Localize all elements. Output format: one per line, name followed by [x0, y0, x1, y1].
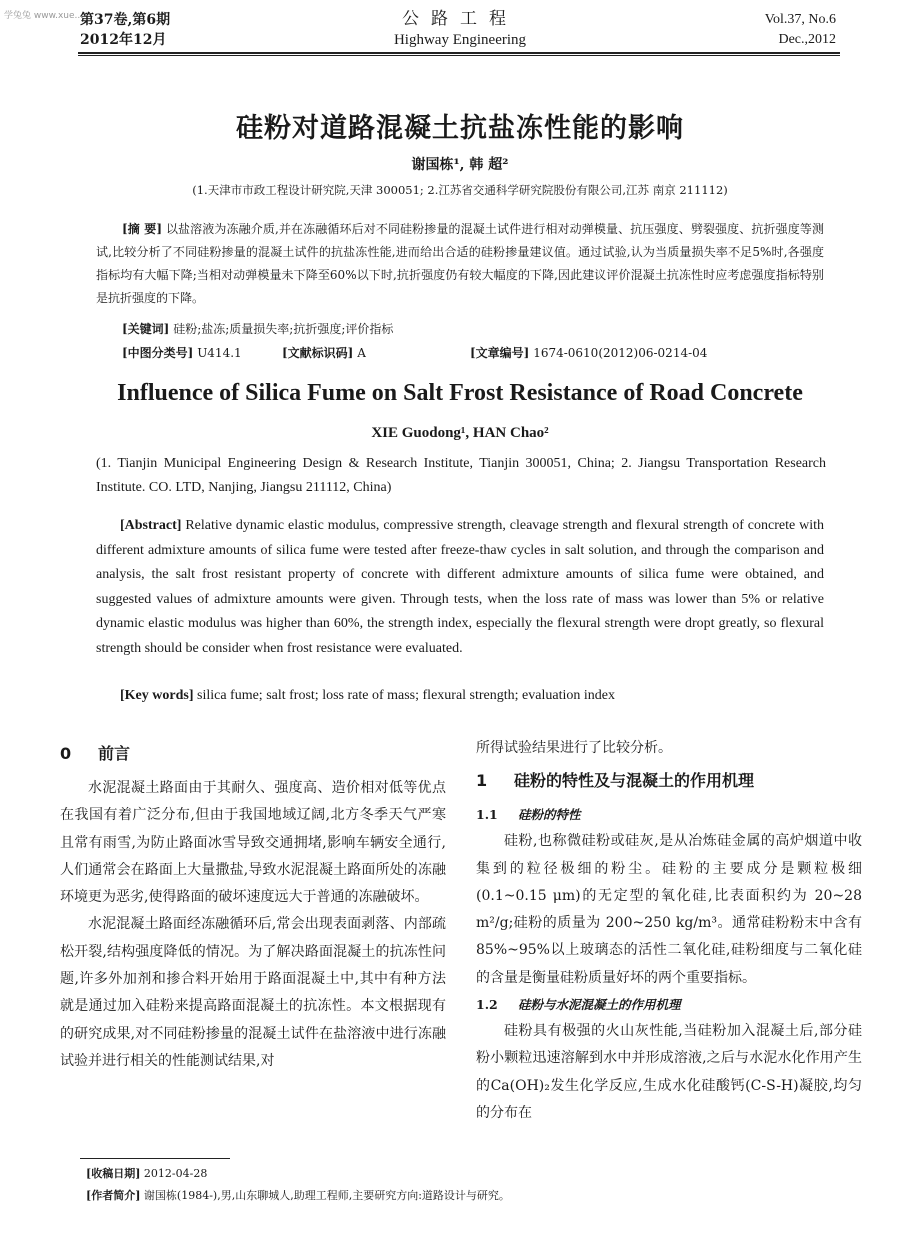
watermark: 学兔兔 www.xue... [4, 11, 84, 21]
paper-title-en: Influence of Silica Fume on Salt Frost Resistance of Road Concrete [117, 380, 803, 406]
affiliation-en: (1. Tianjin Municipal Engineering Design & Research Institute, Tianjin 300051, China; 2. Jiangsu Transportation Research Institute. CO. LTD, Nanjing, Jiangsu 211112, China) [96, 456, 826, 495]
section-1-1-text: 硅粉,也称微硅粉或硅灰,是从冶炼硅金属的高炉烟道中收集到的粒径极细的粉尘。硅粉的主要成分是颗粒极细(0.1~0.15 μm)的无定型的氧化硅,比表面积约为 20~28 m²/g;硅粉的质量为 200~250 kg/m³。通常硅粉粉末中含有85%~95%以上玻璃态的活性二氧化硅,硅粉细度与二氧化硅的含量是衡量硅粉质量好坏的两个重要指标。 [476, 833, 862, 986]
volume-issue-en: Vol.37, No.6 [764, 12, 836, 27]
journal-volume-info-en [765, 10, 836, 50]
paper-title-cn: 硅粉对道路混凝土抗盐冻性能的影响 [236, 113, 684, 144]
keywords-en-text: silica fume; salt frost; loss rate of mass; flexural strength; evaluation index [197, 688, 615, 703]
abstract-cn-text: 以盐溶液为冻融介质,并在冻融循环后对不同硅粉掺量的混凝土试件进行相对动弹模量、抗压强度、劈裂强度、抗折强度等测试,比较分析了不同硅粉掺量的混凝土试件的抗盐冻性能,进而给出合适的硅粉掺量建议值。通过试验,认为当质量损失率不足5%时,各强度指标均有大幅下降;当相对动弹模量未下降至60%以下时,抗折强度仍有较大幅度的下降,因此建议评价混凝土抗冻性时应考虑强度指标特别是抗折强度的下降。 [96, 222, 824, 305]
section-0-paragraph-1: 水泥混凝土路面由于其耐久、强度高、造价相对低等优点在我国有着广泛分布,但由于我国地域辽阔,北方冬季天气严寒且常有雨雪,为防止路面冰雪导致交通拥堵,影响车辆安全通行,人们通常会在路面上大量撒盐,导致水泥混凝土路面所处的冻融环境更为恶劣,使得路面的破坏速度远大于普通的冻融破坏。 [60, 780, 446, 906]
abstract-cn-label: [摘 要] [122, 222, 162, 236]
section-1-heading: 1 硅粉的特性及与混凝土的作用机理 [476, 771, 755, 791]
document-code: [文献标识码] A [282, 346, 366, 360]
section-1-1-heading: 1.1 硅粉的特性 [476, 807, 581, 823]
footnote-author-bio: [作者简介] 谢国栋(1984-),男,山东聊城人,助理工程师,主要研究方向:道路设计与研究。 [86, 1189, 510, 1202]
issue-date-en: Dec.,2012 [778, 32, 836, 47]
section-0-paragraph-2: 水泥混凝土路面经冻融循环后,常会出现表面剥落、内部疏松开裂,结构强度降低的情况。为了解决路面混凝土的抗冻性问题,许多外加剂和掺合料开始用于路面混凝土中,其中有种方法就是通过加入硅粉来提高路面混凝土的抗冻性。本文根据现有的研究成果,对不同硅粉掺量的混凝土试件在盐溶液中进行冻融试验并进行相关的性能测试结果,对 [60, 916, 446, 1069]
section-0-paragraph-continued: 所得试验结果进行了比较分析。 [476, 740, 672, 756]
left-column [60, 735, 446, 1075]
journal-name-cn: 公路工程 [402, 9, 518, 29]
keywords-cn [122, 320, 393, 337]
header-rule [78, 52, 840, 54]
issue-date: 2012年12月 [80, 32, 167, 48]
keywords-en [120, 688, 615, 704]
abstract-cn [96, 218, 824, 310]
abstract-en-text: Relative dynamic elastic modulus, compressive strength, cleavage strength and flexural strength of concrete with different admixture amounts of silica fume were tested after freeze-thaw cycles in salt solution, and through the comparison and analysis, the salt frost resistant property of concrete with different admixture amounts of silica fume were obtained, and suggested values of admixture amounts were given. Through tests, when the loss rate of mass was lower than 5% or relative dynamic elastic modulus was higher than 60%, the strength index, especially the flexural strength were dropt greatly, so flexural strength should be consider when frost resistance were evaluated. [96, 518, 825, 656]
footnote-received: [收稿日期] 2012-04-28 [86, 1167, 208, 1180]
abstract-en [96, 514, 824, 662]
clc-number: [中图分类号] U414.1 [122, 346, 242, 360]
keywords-cn-text: 硅粉;盐冻;质量损失率;抗折强度;评价指标 [173, 322, 394, 336]
abstract-en-label: [Abstract] [120, 518, 182, 533]
keywords-cn-label: [关键词] [122, 322, 170, 336]
article-number: [文章编号] 1674-0610(2012)06-0214-04 [470, 346, 708, 360]
journal-name-en: Highway Engineering [393, 32, 527, 48]
section-1-2-text: 硅粉具有极强的火山灰性能,当硅粉加入混凝土后,部分硅粉小颗粒迅速溶解到水中并形成溶液,之后与水泥水化作用产生的Ca(OH)₂发生化学反应,生成水化硅酸钙(C-S-H)凝胶,均匀的分布在 [476, 1023, 862, 1121]
authors-en: XIE Guodong¹, HAN Chao² [371, 425, 549, 441]
right-column [476, 735, 862, 1127]
authors-cn: 谢国栋¹, 韩 超² [411, 157, 509, 173]
keywords-en-label: [Key words] [120, 688, 194, 703]
volume-issue: 第37卷,第6期 [80, 12, 171, 28]
section-0-heading: 0 前言 [60, 744, 131, 763]
section-1-2-heading: 1.2 硅粉与水泥混凝土的作用机理 [476, 997, 681, 1013]
header-rule-thin [78, 55, 840, 56]
affiliation-cn: (1.天津市市政工程设计研究院,天津 300051; 2.江苏省交通科学研究院股份有限公司,江苏 南京 211112) [192, 183, 728, 197]
footnote-rule [80, 1158, 230, 1159]
